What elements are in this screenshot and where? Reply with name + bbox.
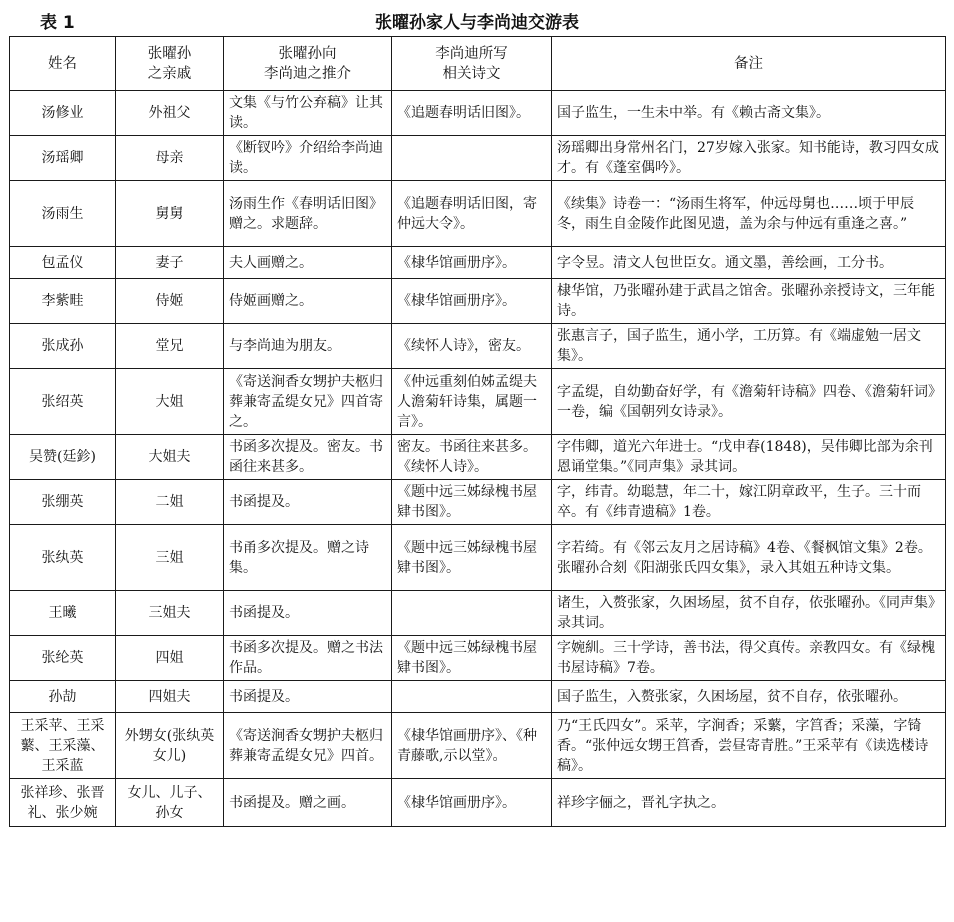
notes-cell: 字令昱。清文人包世臣女。通文墨，善绘画，工分书。	[552, 247, 946, 279]
relation-cell: 母亲	[116, 136, 224, 181]
header-row	[10, 37, 946, 91]
table-title: 张曜孙家人与李尚迪交游表	[375, 13, 579, 33]
column-header: 备注	[552, 37, 946, 91]
intro-cell: 《寄送涧香女甥护夫柩归葬兼寄孟缇女兄》四首寄之。	[224, 369, 392, 435]
column-header: 姓名	[10, 37, 116, 91]
name-cell: 汤瑶卿	[10, 136, 116, 181]
notes-cell: 字伟卿，道光六年进士。“戊申春(1848)，吴伟卿比部为余刊恩诵堂集。”《同声集》录其词。	[552, 435, 946, 480]
poems-cell: 密友。书函往来甚多。《续怀人诗》。	[392, 435, 552, 480]
intro-cell: 《断钗吟》介绍给李尚迪读。	[224, 136, 392, 181]
intro-cell: 《寄送涧香女甥护夫柩归葬兼寄孟缇女兄》四首。	[224, 713, 392, 779]
intro-cell: 书函提及。赠之画。	[224, 779, 392, 827]
notes-cell: 祥珍字俪之，晋礼字执之。	[552, 779, 946, 827]
table-row	[10, 480, 946, 525]
relations-table	[9, 36, 946, 827]
intro-cell: 书函多次提及。密友。书函往来甚多。	[224, 435, 392, 480]
table-row	[10, 591, 946, 636]
relation-cell: 外甥女(张纨英女儿)	[116, 713, 224, 779]
table-row	[10, 247, 946, 279]
table-row	[10, 181, 946, 247]
notes-cell: 汤瑶卿出身常州名门，27岁嫁入张家。知书能诗，教习四女成才。有《蓬室偶吟》。	[552, 136, 946, 181]
intro-cell: 夫人画赠之。	[224, 247, 392, 279]
notes-cell: 字若绮。有《邻云友月之居诗稿》4卷、《餐枫馆文集》2卷。张曜孙合刻《阳湖张氏四女集》，录入其姐五种诗文集。	[552, 525, 946, 591]
name-cell: 张成孙	[10, 324, 116, 369]
relation-cell: 舅舅	[116, 181, 224, 247]
name-cell: 汤修业	[10, 91, 116, 136]
notes-cell: 乃“王氏四女”。采苹，字涧香；采蘩，字筥香；采藻，字锜香。“张仲远女甥王筥香，尝昼寄青胜。”王采苹有《读选楼诗稿》。	[552, 713, 946, 779]
table-header	[0, 6, 954, 34]
relation-cell: 二姐	[116, 480, 224, 525]
relation-cell: 大姐夫	[116, 435, 224, 480]
table-row	[10, 681, 946, 713]
relation-cell: 女儿、儿子、孙女	[116, 779, 224, 827]
table-row	[10, 91, 946, 136]
poems-cell: 《棣华馆画册序》。	[392, 247, 552, 279]
intro-cell: 汤雨生作《春明话旧图》赠之。求题辞。	[224, 181, 392, 247]
relation-cell: 三姐夫	[116, 591, 224, 636]
intro-cell: 书甬多次提及。赠之诗集。	[224, 525, 392, 591]
poems-cell: 《棣华馆画册序》。	[392, 279, 552, 324]
notes-cell: 字婉紃。三十学诗，善书法，得父真传。亲教四女。有《绿槐书屋诗稿》7卷。	[552, 636, 946, 681]
intro-cell: 侍姬画赠之。	[224, 279, 392, 324]
relation-cell: 外祖父	[116, 91, 224, 136]
name-cell: 张纶英	[10, 636, 116, 681]
table-row	[10, 279, 946, 324]
relation-cell: 四姐	[116, 636, 224, 681]
intro-cell: 书函提及。	[224, 681, 392, 713]
poems-cell: 《题中远三姊绿槐书屋肄书图》。	[392, 636, 552, 681]
notes-cell: 字，纬青。幼聪慧，年二十，嫁江阴章政平，生子。三十而卒。有《纬青遗稿》1卷。	[552, 480, 946, 525]
table-label: 表 1	[40, 13, 75, 33]
name-cell: 张绷英	[10, 480, 116, 525]
poems-cell: 《追题春明话旧图，寄仲远大令》。	[392, 181, 552, 247]
poems-cell	[392, 681, 552, 713]
relation-cell: 妻子	[116, 247, 224, 279]
intro-cell: 书函多次提及。赠之书法作品。	[224, 636, 392, 681]
relation-cell: 大姐	[116, 369, 224, 435]
poems-cell	[392, 591, 552, 636]
name-cell: 吴赞(廷鉁)	[10, 435, 116, 480]
table-row	[10, 525, 946, 591]
intro-cell: 文集《与竹公弃稿》让其读。	[224, 91, 392, 136]
relation-cell: 侍姬	[116, 279, 224, 324]
notes-cell: 张惠言子，国子监生，通小学，工历算。有《端虚勉一居文集》。	[552, 324, 946, 369]
table-row	[10, 369, 946, 435]
poems-cell: 《题中远三姊绿槐书屋肄书图》。	[392, 480, 552, 525]
column-header: 张曜孙 之亲戚	[116, 37, 224, 91]
column-header: 李尚迪所写 相关诗文	[392, 37, 552, 91]
poems-cell	[392, 136, 552, 181]
notes-cell: 棣华馆，乃张曜孙建于武昌之馆舍。张曜孙亲授诗文，三年能诗。	[552, 279, 946, 324]
relation-cell: 堂兄	[116, 324, 224, 369]
intro-cell: 与李尚迪为朋友。	[224, 324, 392, 369]
name-cell: 张祥珍、张晋礼、张少婉	[10, 779, 116, 827]
intro-cell: 书函提及。	[224, 591, 392, 636]
notes-cell: 字孟缇，自幼勤奋好学，有《澹菊轩诗稿》四卷、《澹菊轩词》一卷，编《国朝列女诗录》。	[552, 369, 946, 435]
name-cell: 张绍英	[10, 369, 116, 435]
poems-cell: 《题中远三姊绿槐书屋肄书图》。	[392, 525, 552, 591]
relation-cell: 三姐	[116, 525, 224, 591]
poems-cell: 《追题春明话旧图》。	[392, 91, 552, 136]
intro-cell: 书函提及。	[224, 480, 392, 525]
poems-cell: 《棣华馆画册序》。	[392, 779, 552, 827]
column-header: 张曜孙向 李尚迪之推介	[224, 37, 392, 91]
name-cell: 王曦	[10, 591, 116, 636]
name-cell: 孙劼	[10, 681, 116, 713]
poems-cell: 《仲远重刻伯姊孟缇夫人澹菊轩诗集，属题一言》。	[392, 369, 552, 435]
notes-cell: 诸生，入赘张家，久困场屋，贫不自存，依张曜孙。《同声集》录其词。	[552, 591, 946, 636]
name-cell: 包孟仪	[10, 247, 116, 279]
relation-cell: 四姐夫	[116, 681, 224, 713]
name-cell: 王采苹、王采蘩、王采藻、王采蓝	[10, 713, 116, 779]
poems-cell: 《续怀人诗》，密友。	[392, 324, 552, 369]
notes-cell: 《续集》诗卷一：“汤雨生将军，仲远母舅也……顷于甲辰冬，雨生自金陵作此图见遗，盖为余与仲远有重逢之喜。”	[552, 181, 946, 247]
table-row	[10, 779, 946, 827]
name-cell: 汤雨生	[10, 181, 116, 247]
name-cell: 张纨英	[10, 525, 116, 591]
poems-cell: 《棣华馆画册序》、《种青藤歌,示以堂》。	[392, 713, 552, 779]
notes-cell: 国子监生，入赘张家，久困场屋，贫不自存，依张曜孙。	[552, 681, 946, 713]
name-cell: 李紫畦	[10, 279, 116, 324]
table-row	[10, 435, 946, 480]
table-row	[10, 324, 946, 369]
notes-cell: 国子监生，一生未中举。有《赖古斋文集》。	[552, 91, 946, 136]
table-row	[10, 713, 946, 779]
table-row	[10, 136, 946, 181]
table-row	[10, 636, 946, 681]
